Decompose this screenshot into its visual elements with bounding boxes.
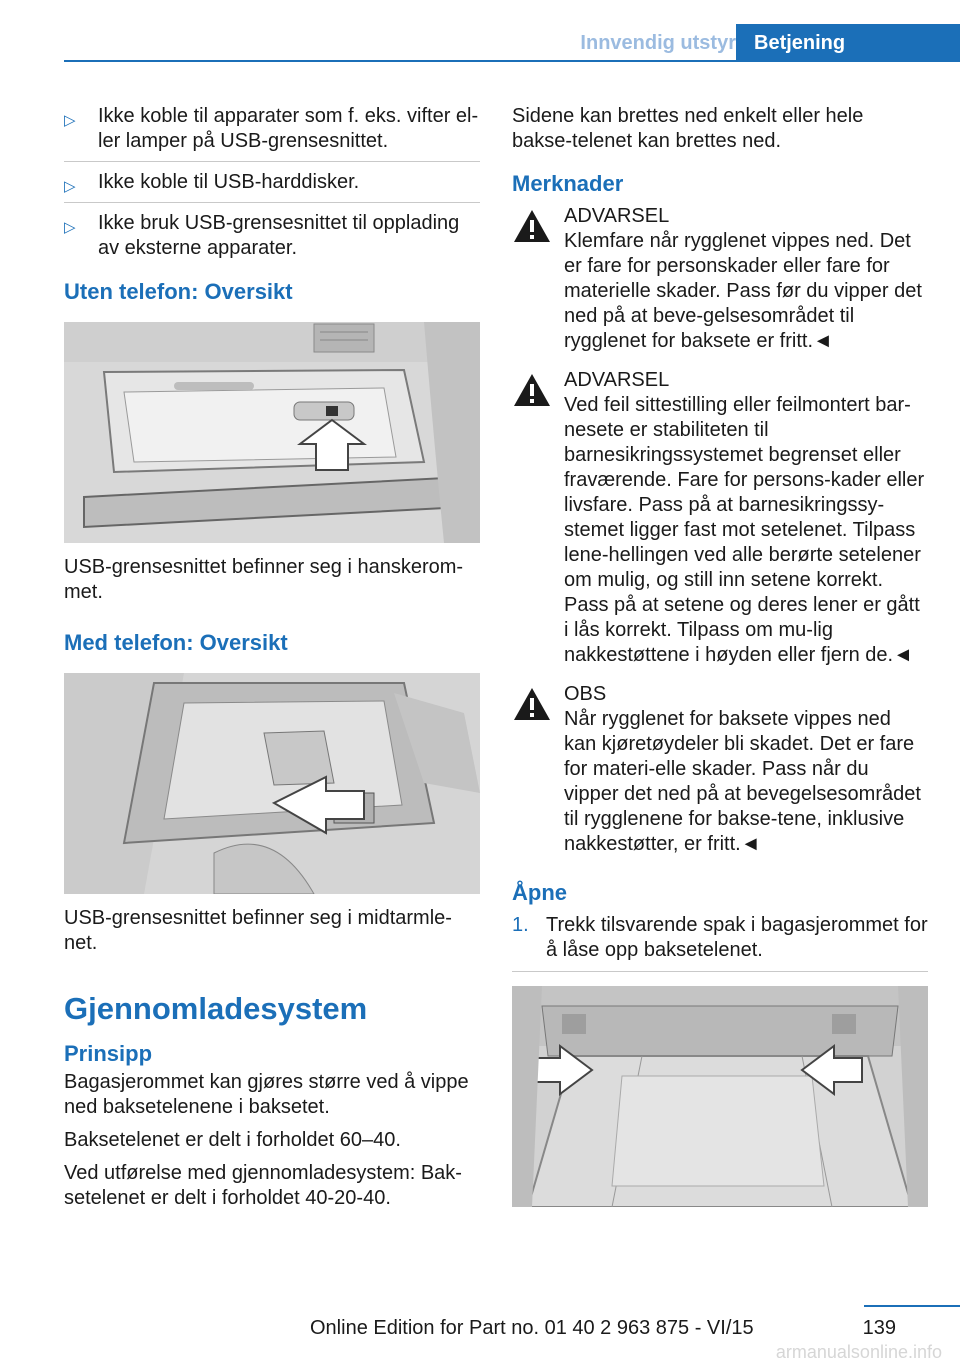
right-column [512, 104, 928, 1219]
watermark-text: armanualsonline.info [775, 1342, 942, 1362]
paragraph: Sidene kan brettes ned enkelt eller hele bakse-telenet kan brettes ned. [512, 105, 864, 152]
warning-triangle-icon [512, 372, 552, 408]
bullet-item [64, 211, 480, 268]
left-column [64, 104, 480, 1219]
edition-text: Online Edition for Part no. 01 40 2 963 875 - VI/15 [310, 1317, 754, 1339]
warning-body: Klemfare når rygglenet vippes ned. Det er fare for personskader eller fare for materielle skader. Pass før du vipper det ned på at beve-gelsesområdet til rygglenet for baksete er fritt.◄ [564, 230, 922, 352]
triangle-bullet-icon: ▷ [64, 219, 76, 236]
warning-triangle-icon [512, 208, 552, 244]
photo-glovebox-usb [64, 322, 480, 543]
heading-gjennomladesystem: Gjennomladesystem [64, 991, 368, 1026]
triangle-bullet-icon: ▷ [64, 178, 76, 195]
warning-body: Ved feil sittestilling eller feilmontert bar-nesete er stabiliteten til barnesikringssystemet begrenset eller fraværende. Fare for persons-kader eller livsfare. Pass på at barnesikringssy-stemet ligger fast mot setelenet. Tilpass lene-hellingen ved alle berørte setelener om mulig, og still inn setene korrekt. Pass på at setene og deres lener er gått i lås korrekt. Tilpass om mu-lig nakkestøttene i høyden eller fjern de.◄ [564, 394, 925, 666]
footer-rule [864, 1305, 960, 1307]
header-chapter: Betjening [736, 24, 960, 62]
warning-block [512, 682, 928, 857]
heading-apne: Åpne [512, 880, 567, 905]
step-number: 1. [512, 914, 529, 936]
numbered-step [512, 913, 928, 972]
heading-merknader: Merknader [512, 171, 624, 196]
bullet-text: Ikke bruk USB-grensesnittet til opplading av eksterne apparater. [98, 212, 460, 259]
bullet-text: Ikke koble til apparater som f. eks. vifter el- ler lamper på USB-grensesnittet. [98, 105, 479, 152]
page-footer [0, 1305, 960, 1362]
bullet-item [64, 104, 480, 162]
heading-prinsipp: Prinsipp [64, 1041, 153, 1066]
page-header [64, 24, 960, 62]
step-text: Trekk tilsvarende spak i bagasjerommet for å låse opp baksetelenet. [546, 914, 928, 961]
warning-title: ADVARSEL [564, 205, 670, 227]
warning-triangle-icon [512, 686, 552, 722]
paragraph: Ved utførelse med gjennomladesystem: Bak-setelenet er delt i forholdet 40-20-40. [64, 1162, 462, 1209]
triangle-bullet-icon: ▷ [64, 112, 76, 129]
photo-trunk-levers [512, 986, 928, 1207]
caption-glovebox: USB-grensesnittet befinner seg i hanskerom-met. [64, 556, 464, 603]
paragraph: Bagasjerommet kan gjøres større ved å vippe ned baksetelenene i baksetet. [64, 1071, 469, 1118]
bullet-text: Ikke koble til USB-harddisker. [98, 171, 360, 193]
header-section: Innvendig utstyr [580, 32, 736, 54]
heading-med-telefon: Med telefon: Oversikt [64, 630, 288, 655]
bullet-item [64, 170, 480, 203]
header-rule [64, 60, 960, 62]
page-number: 139 [862, 1317, 896, 1339]
warning-body: Når rygglenet for baksete vippes ned kan kjøretøydeler bli skadet. Det er fare for materi-elle skader. Pass når du vipper det ned på at bevegelsesområdet til rygglenene for bakse-tene, inklusive nakkestøtter, er fritt.◄ [564, 708, 921, 855]
warning-title: ADVARSEL [564, 369, 670, 391]
photo-armrest-usb [64, 673, 480, 894]
paragraph: Baksetelenet er delt i forholdet 60–40. [64, 1129, 401, 1151]
warning-block [512, 368, 928, 668]
warning-title: OBS [564, 683, 607, 705]
caption-armrest: USB-grensesnittet befinner seg i midtarmle-net. [64, 907, 452, 954]
warning-block [512, 204, 928, 354]
heading-uten-telefon: Uten telefon: Oversikt [64, 279, 293, 304]
